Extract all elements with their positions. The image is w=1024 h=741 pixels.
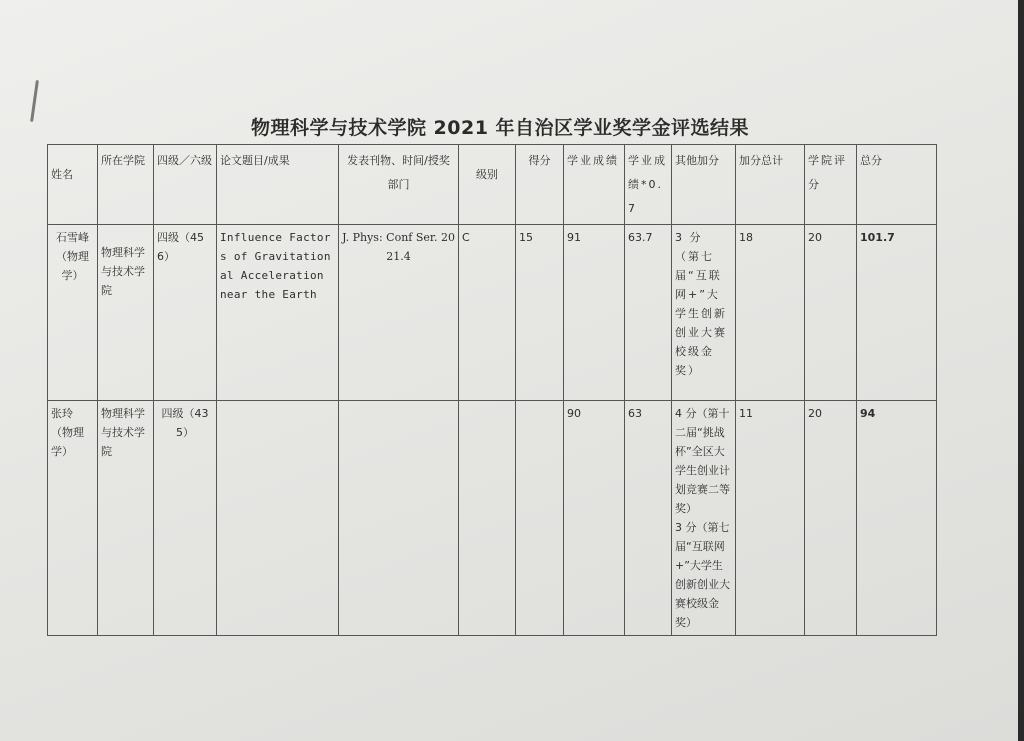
header-score: 得分: [516, 145, 564, 225]
cell-college-score: 20: [805, 225, 857, 401]
header-academic-weighted: 学业成绩*0.7: [625, 145, 672, 225]
cell-cet: 四级（456）: [154, 225, 217, 401]
header-level: 级别: [459, 145, 516, 225]
cell-college: 物理科学与技术学院: [98, 401, 154, 636]
cell-academic: 91: [564, 225, 625, 401]
cell-total: 94: [857, 401, 937, 636]
cell-score: [516, 401, 564, 636]
cell-bonus-total: 18: [736, 225, 805, 401]
cell-academic-weighted: 63: [625, 401, 672, 636]
cell-other-bonus: 3 分 （第七届“互联网+”大学生创新创业大赛校级金奖）: [672, 225, 736, 401]
document-title: 物理科学与技术学院 2021 年自治区学业奖学金评选结果: [250, 117, 750, 139]
cell-level: C: [459, 225, 516, 401]
cell-bonus-total: 11: [736, 401, 805, 636]
header-publication: 发表刊物、时间/授奖部门: [339, 145, 459, 225]
header-academic: 学业成绩: [564, 145, 625, 225]
header-bonus-total: 加分总计: [736, 145, 805, 225]
cell-publication: J. Phys: Conf Ser. 2021.4: [339, 225, 459, 401]
cell-college: 物理科学与技术学院: [98, 225, 154, 401]
header-cet: 四级／六级: [154, 145, 217, 225]
table-row: [48, 401, 937, 636]
cell-name: 石雪峰（物理学）: [48, 225, 98, 401]
results-table: [47, 144, 937, 636]
table-row: [48, 225, 937, 401]
header-other-bonus: 其他加分: [672, 145, 736, 225]
cell-total: 101.7: [857, 225, 937, 401]
header-college-score: 学院评分: [805, 145, 857, 225]
cell-college-score: 20: [805, 401, 857, 636]
cell-level: [459, 401, 516, 636]
header-paper: 论文题目/成果: [217, 145, 339, 225]
cell-academic-weighted: 63.7: [625, 225, 672, 401]
cell-paper: Influence Factors of Gravitational Acceleration near the Earth: [217, 225, 339, 401]
header-college: 所在学院: [98, 145, 154, 225]
header-total: 总分: [857, 145, 937, 225]
cell-academic: 90: [564, 401, 625, 636]
cell-score: 15: [516, 225, 564, 401]
cell-cet: 四级（435）: [154, 401, 217, 636]
table-header-row: [48, 145, 937, 225]
cell-name: 张玲（物理学）: [48, 401, 98, 636]
header-name: 姓名: [48, 145, 98, 225]
cell-publication: [339, 401, 459, 636]
cell-other-bonus: 4 分（第十二届“挑战杯”全区大学生创业计划竞赛二等奖） 3 分（第七届“互联网+”大学生创新创业大赛校级金奖）: [672, 401, 736, 636]
cell-paper: [217, 401, 339, 636]
